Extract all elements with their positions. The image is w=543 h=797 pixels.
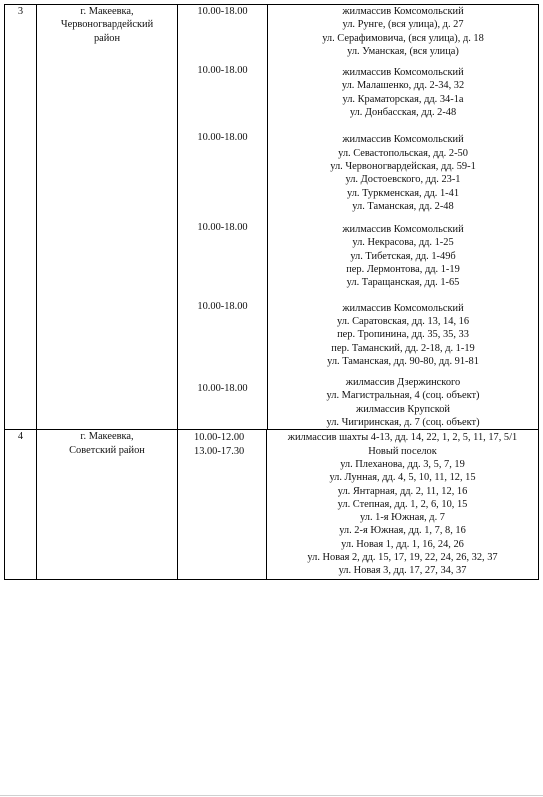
time-cell <box>178 430 267 579</box>
district-line: Советский район <box>69 444 145 456</box>
address-line: ул. Краматорская, дд. 34-1а <box>342 93 464 105</box>
schedule-segment <box>178 66 538 133</box>
address-line: пер. Тропинина, дд. 35, 35, 33 <box>337 329 469 341</box>
row-number: 4 <box>5 430 37 579</box>
schedule-segment <box>178 376 538 429</box>
address-line: ул. Чигиринская, д. 7 (соц. объект) <box>326 417 480 429</box>
outage-schedule-table <box>4 4 539 580</box>
district-line: г. Макеевка, <box>80 6 134 17</box>
address-line: жилмассив Комсомольский <box>342 302 464 314</box>
time-range: 10.00-12.00 <box>194 432 245 444</box>
schedule-segment <box>178 5 538 66</box>
row-number: 3 <box>5 5 37 430</box>
address-line: Новый поселок <box>368 445 437 457</box>
address-line: ул. Рунге, (вся улица), д. 27 <box>342 19 464 31</box>
schedule-segment <box>178 133 538 223</box>
address-line: ул. Новая 3, дд. 17, 27, 34, 37 <box>338 565 467 577</box>
address-block <box>267 302 538 376</box>
address-line: ул. Червоногвардейская, дд. 59-1 <box>330 160 476 172</box>
district-cell <box>37 430 178 579</box>
address-line: ул. Таманская, дд. 2-48 <box>352 200 454 212</box>
address-line: жилмассив Комсомольский <box>342 67 464 79</box>
time-range: 10.00-18.00 <box>197 383 248 395</box>
address-line: ул. Туркменская, дд. 1-41 <box>346 187 460 199</box>
address-block <box>267 223 538 301</box>
address-line: ул. Таращанская, дд. 1-65 <box>346 277 460 289</box>
schedule-segment <box>178 223 538 301</box>
address-block <box>267 66 538 133</box>
address-line: жилмассив Крупской <box>356 403 450 415</box>
address-block <box>267 5 538 66</box>
address-cell <box>267 430 539 579</box>
address-line: жилмассив Дзержинского <box>345 377 461 389</box>
address-line: ул. Тибетская, дд. 1-49б <box>350 250 456 262</box>
address-line: ул. Лунная, дд. 4, 5, 10, 11, 12, 15 <box>329 472 476 484</box>
district-cell <box>37 5 178 430</box>
address-line: ул. Новая 1, дд. 1, 16, 24, 26 <box>341 538 464 550</box>
address-line: ул. 1-я Южная, д. 7 <box>360 512 445 524</box>
time-range: 10.00-18.00 <box>197 222 248 234</box>
address-line: пер. Таманский, дд. 2-18, д. 1-19 <box>331 342 475 354</box>
district-line: г. Макеевка, <box>80 431 134 443</box>
address-block <box>267 133 538 223</box>
address-line: ул. Донбасская, дд. 2-48 <box>349 107 457 119</box>
time-range: 10.00-18.00 <box>197 6 248 17</box>
address-line: ул. Янтарная, дд. 2, 11, 12, 16 <box>337 485 468 497</box>
address-line: жилмассив Комсомольский <box>342 224 464 236</box>
schedule-segment <box>178 302 538 376</box>
address-line: ул. Некрасова, дд. 1-25 <box>352 237 454 249</box>
address-line: жилмассив Комсомольский <box>342 134 464 146</box>
table-row <box>5 430 539 579</box>
time-range: 10.00-18.00 <box>197 132 248 144</box>
address-line: ул. Малашенко, дд. 2-34, 32 <box>341 80 465 92</box>
address-line: ул. Серафимовича, (вся улица), д. 18 <box>322 32 484 44</box>
address-line: ул. Уманская, (вся улица) <box>347 45 459 57</box>
address-line: ул. Таманская, дд. 90-80, дд. 91-81 <box>327 355 479 367</box>
address-line: ул. Севастопольская, дд. 2-50 <box>338 147 468 159</box>
time-range: 10.00-18.00 <box>197 300 248 312</box>
address-line: ул. Новая 2, дд. 15, 17, 19, 22, 24, 26, 32, 37 <box>307 551 498 563</box>
address-line: ул. Магистральная, 4 (соц. объект) <box>326 390 480 402</box>
district-line: район <box>93 32 121 44</box>
address-line: ул. Достоевского, дд. 23-1 <box>345 174 461 186</box>
time-range: 13.00-17.30 <box>194 445 245 457</box>
address-line: пер. Лермонтова, дд. 1-19 <box>346 264 460 276</box>
page-edge-divider <box>0 795 543 796</box>
address-line: ул. Плеханова, дд. 3, 5, 7, 19 <box>340 458 465 470</box>
address-line: ул. Саратовская, дд. 13, 14, 16 <box>336 315 470 327</box>
address-line: жилмассив Комсомольский <box>342 6 464 17</box>
address-line: жилмассив шахты 4-13, дд. 14, 22, 1, 2, 5, 11, 17, 5/1 <box>287 432 518 444</box>
district-line: Червоногвардейский <box>60 19 154 31</box>
schedule-segments-cell <box>178 5 539 430</box>
time-range: 10.00-18.00 <box>197 65 248 77</box>
address-line: ул. 2-я Южная, дд. 1, 7, 8, 16 <box>339 525 466 537</box>
address-block <box>267 376 538 429</box>
address-line: ул. Степная, дд. 1, 2, 6, 10, 15 <box>337 498 468 510</box>
table-row <box>5 5 539 430</box>
